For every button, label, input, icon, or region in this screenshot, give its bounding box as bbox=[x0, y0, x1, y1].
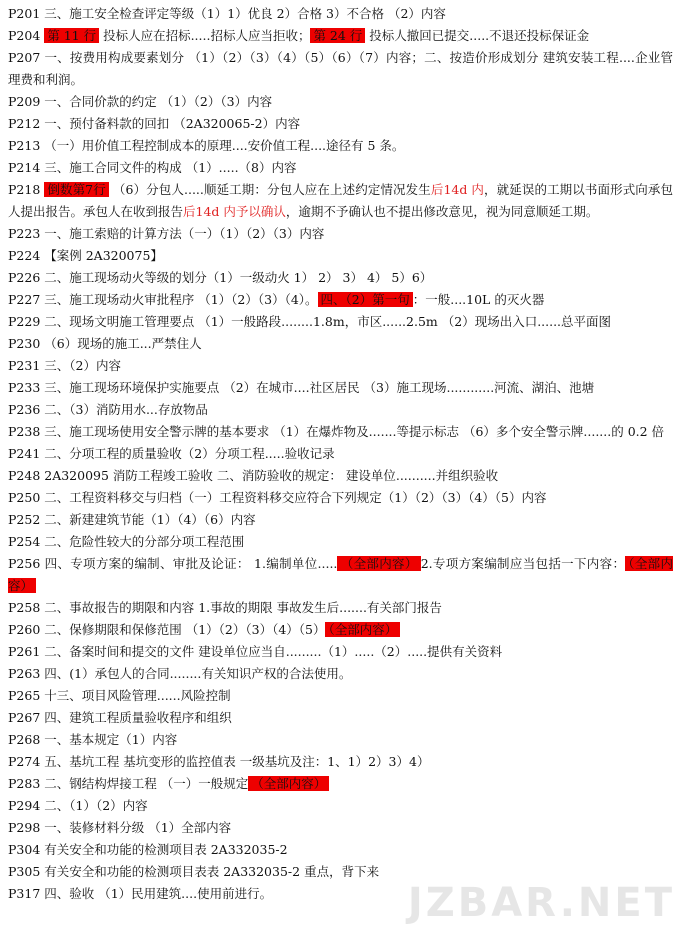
document-line: P252 二、新建建筑节能（1）（4）（6）内容 bbox=[8, 512, 256, 527]
document-line: P305 有关安全和功能的检测项目表表 2A332035-2 重点，背下来 bbox=[8, 864, 380, 879]
document-line: P201 三、施工安全检查评定等级（1）1）优良 2）合格 3）不合格 （2）内容 bbox=[8, 6, 446, 21]
document-line: P263 四、(1）承包人的合同........有关知识产权的合法使用。 bbox=[8, 666, 352, 681]
highlight-mark: 第 11 行 bbox=[44, 28, 99, 43]
document-line bbox=[8, 619, 673, 641]
document-line: P265 十三、项目风险管理......风险控制 bbox=[8, 688, 231, 703]
red-text: 后14d 内 bbox=[430, 182, 485, 197]
line-text: ：一般....10L 的灭火器 bbox=[412, 292, 545, 307]
document-line: P274 五、基坑工程 基坑变形的监控值表 一级基坑及注：1、1）2）3）4） bbox=[8, 754, 430, 769]
red-text: 后14d 内予以确认 bbox=[183, 204, 286, 219]
document-line: P298 一、装修材料分级 （1）全部内容 bbox=[8, 820, 232, 835]
document-line: P224 【案例 2A320075】 bbox=[8, 248, 163, 263]
line-text: 投标人应在招标.....招标人应当拒收； bbox=[99, 28, 311, 43]
document-line: P223 一、施工索赔的计算方法（一）（1）（2）（3）内容 bbox=[8, 226, 325, 241]
document-line: P317 四、验收 （1）民用建筑....使用前进行。 bbox=[8, 886, 273, 901]
document-line: P267 四、建筑工程质量验收程序和组织 bbox=[8, 710, 232, 725]
line-text: P256 四、专项方案的编制、审批及论证： 1.编制单位..... bbox=[8, 556, 338, 571]
document-line bbox=[8, 289, 673, 311]
document-line: P304 有关安全和功能的检测项目表 2A332035-2 bbox=[8, 842, 288, 857]
line-text: P260 二、保修期限和保修范围 （1）（2）（3）（4）（5） bbox=[8, 622, 326, 637]
document-line: P209 一、合同价款的约定 （1）（2）（3）内容 bbox=[8, 94, 273, 109]
document-line: P230 （6）现场的施工...严禁住人 bbox=[8, 336, 202, 351]
highlight-mark: （全部内容） bbox=[248, 776, 329, 791]
line-text: P283 二、钢结构焊接工程 （一）一般规定 bbox=[8, 776, 249, 791]
highlight-mark: 倒数第7行 bbox=[44, 182, 108, 197]
line-text: P227 三、施工现场动火审批程序 （1）（2）（3）（4）。 bbox=[8, 292, 318, 307]
document-line: P254 二、危险性较大的分部分项工程范围 bbox=[8, 534, 245, 549]
document-line: P241 二、分项工程的质量验收（2）分项工程.....验收记录 bbox=[8, 446, 335, 461]
document-line: P258 二、事故报告的期限和内容 1.事故的期限 事故发生后.......有关部门报告 bbox=[8, 600, 442, 615]
line-text: 2.专项方案编制应当包括一下内容： bbox=[420, 556, 626, 571]
highlight-mark: （全部内容） bbox=[337, 556, 420, 571]
document-line: P212 一、预付备料款的回扣 （2A320065-2）内容 bbox=[8, 116, 301, 131]
line-text: ，逾期不予确认也不提出修改意见，视为同意顺延工期。 bbox=[285, 204, 599, 219]
document-line: P268 一、基本规定（1）内容 bbox=[8, 732, 178, 747]
watermark: JZBAR.NET bbox=[407, 880, 675, 926]
document-line bbox=[8, 773, 673, 795]
document-line: P236 二、（3）消防用水...存放物品 bbox=[8, 402, 208, 417]
document-line: P213 （一）用价值工程控制成本的原理....安价值工程....途径有 5 条。 bbox=[8, 138, 405, 153]
line-text: ，就延误的工期以书面形式向承包人提出报告。承包人在收到报告 bbox=[8, 182, 674, 219]
document-line: P214 三、施工合同文件的构成 （1）.....（8）内容 bbox=[8, 160, 297, 175]
line-text: 投标人撤回已提交.....不退还投标保证金 bbox=[365, 28, 590, 43]
document-line: P229 二、现场文明施工管理要点 （1）一般路段........1.8m，市区......2.5m （2）现场出入口......总平面图 bbox=[8, 314, 612, 329]
highlight-mark: （全部内容） bbox=[8, 556, 673, 593]
line-text: （6）分包人.....顺延工期：分包人应在上述约定情况发生 bbox=[108, 182, 431, 197]
document-line: P207 一、按费用构成要素划分 （1）（2）（3）（4）（5）（6）（7）内容；二、按造价形成划分 建筑安装工程....企业管理费和利润。 bbox=[8, 50, 673, 87]
document-line: P231 三、（2）内容 bbox=[8, 358, 121, 373]
highlight-mark: （全部内容） bbox=[325, 622, 400, 637]
document-line: P238 三、施工现场使用安全警示牌的基本要求 （1）在爆炸物及.......等提示标志 （6）多个安全警示牌.......的 0.2 倍 bbox=[8, 424, 665, 439]
document-line: P226 二、施工现场动火等级的划分（1）一级动火 1） 2） 3） 4） 5）6） bbox=[8, 270, 433, 285]
document-line bbox=[8, 25, 673, 47]
document-line: P294 二、（1）（2）内容 bbox=[8, 798, 148, 813]
document-line: P250 二、工程资料移交与归档（一）工程资料移交应符合下列规定（1）（2）（3）（4）（5）内容 bbox=[8, 490, 547, 505]
line-text: P218 bbox=[8, 182, 45, 197]
line-text: P204 bbox=[8, 28, 45, 43]
highlight-mark: 第 24 行 bbox=[310, 28, 365, 43]
document-line: P248 2A320095 消防工程竣工验收 二、消防验收的规定： 建设单位..........并组织验收 bbox=[8, 468, 499, 483]
document-line: P261 二、备案时间和提交的文件 建设单位应当自.........（1）.....（2）.....提供有关资料 bbox=[8, 644, 503, 659]
document-line bbox=[8, 179, 673, 223]
highlight-mark: 四、（2）第一句 bbox=[318, 292, 413, 307]
document-line bbox=[8, 553, 673, 597]
document-line: P233 三、施工现场环境保护实施要点 （2）在城市....社区居民 （3）施工现场............河流、湖泊、池塘 bbox=[8, 380, 595, 395]
